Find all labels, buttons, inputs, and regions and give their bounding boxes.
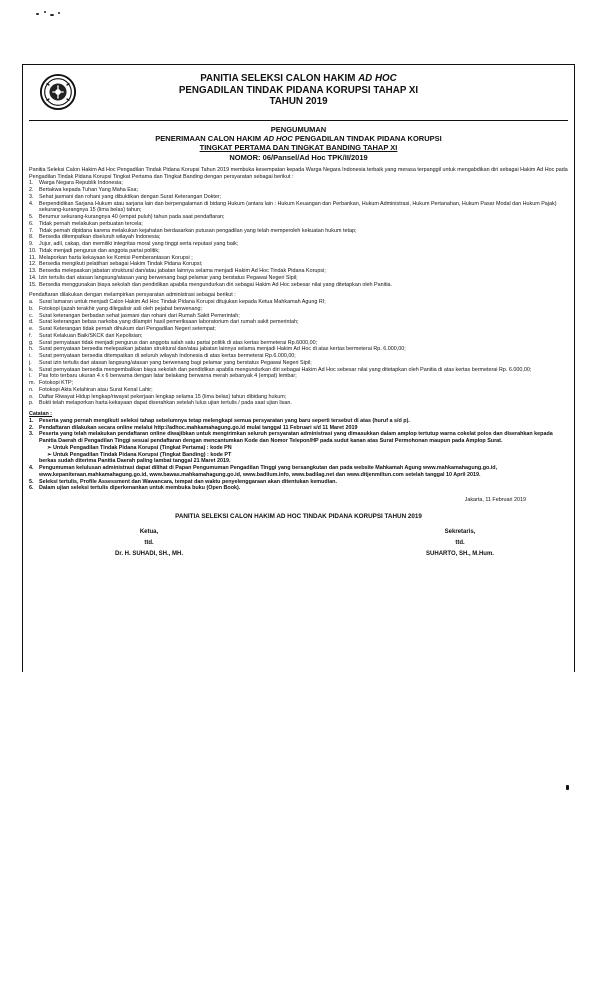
admin-item-text: Surat keterangan bebas narkoba yang dilampiri hasil pemeriksaan laboratorium dari rumah sakit pemerintah; (39, 319, 299, 326)
announcement-subtitle: TINGKAT PERTAMA DAN TINGKAT BANDING TAHAP XI (199, 143, 398, 153)
document-body (29, 167, 568, 560)
admin-item-text: Surat pernyataan bersedia ditempatkan di seluruh wilayah Indonesia di atas kertas bermeterai Rp.6.000,00; (39, 353, 296, 360)
note-item-text: Pendaftaran dilakukan secara online melalui http://adhoc.mahkamahagung.go.id mulai tanggal 11 Februari s/d 11 Maret 2019 (39, 424, 358, 431)
signer-ttd: ttd. (455, 539, 465, 546)
admin-item-text: Surat pernyataan bersedia melepaskan jabatan struktural dan/atau jabatan lainnya selama menjadi Hakim Ad Hoc di atas kertas bermeterai Rp. 6.000,00; (39, 346, 406, 353)
admin-item (29, 387, 568, 394)
header-line1: PANITIA SELEKSI CALON HAKIM (200, 73, 356, 84)
code-item: ➢ Untuk Pengadilan Tindak Pidana Korupsi (Tingkat Banding) : kode PT (47, 451, 232, 458)
codes-after: berkas sudah diterima Panitia Daerah paling lambat tanggal 21 Maret 2019. (39, 458, 231, 465)
requirement-item (29, 275, 568, 282)
admin-item-text: Surat Kelakuan Baik/SKCK dari Kepolisian; (39, 332, 143, 339)
requirement-item (29, 234, 568, 241)
note-item-text: Peserta yang pernah mengikuti seleksi tahap sebelumnya tetap melengkapi semua persyaratan yang baru seperti tersebut di atas (huruf a s/d p). (39, 417, 410, 424)
announcement-number: NOMOR: 06/Pansel/Ad Hoc TPK/II/2019 (229, 152, 368, 162)
admin-item-number: f. (29, 332, 32, 339)
admin-item-number: i. (29, 353, 32, 360)
note-item-number: 5. (29, 478, 34, 485)
admin-item (29, 340, 568, 347)
requirement-item (29, 282, 568, 289)
admin-item (29, 380, 568, 387)
note-item-text: Pengumuman kelulusan administrasi dapat dilihat di Papan Pengumuman Pengadilan Tinggi yang bersangkutan dan pada website Mahkamah Agung www.mahkamahagung.go.id, www.kepaniteraan.mahkamahagung.go.id, www.bawas.mahkamahagung.go.id, www.badilum.info, www.badilag.net dan www.ditjenmiltun.com setelah tanggal 10 April 2019. (39, 465, 498, 478)
admin-item (29, 373, 568, 380)
admin-item-number: p. (29, 400, 34, 407)
note-item-text: Dalam ujian seleksi tertulis diperkenankan untuk membuka buku (Open Book). (39, 485, 241, 492)
requirement-item (29, 180, 568, 187)
announcement-title-italic: AD HOC (263, 134, 293, 144)
requirement-item-number: 5. (29, 214, 34, 221)
admin-item (29, 400, 568, 407)
requirement-item-text: Bersedia menggunakan biaya sekolah dan pendidikan apabila mengundurkan diri sebagai Hakim Ad Hoc sebesar nilai yang ditetapkan oleh Panitia. (39, 281, 393, 288)
admin-item (29, 333, 568, 340)
admin-item-text: Fotokopi ijazah terakhir yang dilegalisir asli oleh pejabat berwenang; (39, 305, 203, 312)
announcement-heading (29, 125, 568, 162)
intro-paragraph: Panitia Seleksi Calon Hakim Ad Hoc Pengadilan Tindak Pidana Korupsi Tahun 2019 membuka kesempatan kepada Warga Negara Indonesia terbaik yang merasa terpanggil untuk mengabdikan diri sebagai Hakim Ad Hoc pada Pengadilan Tindak Pidana Korupsi Tingkat Pertama dan Tingkat Banding dengan persyaratan sebagai berikut : (29, 166, 568, 180)
requirement-item-text: Bersedia mengikuti pelatihan sebagai Hakim Tindak Pidana Korupsi; (39, 261, 203, 268)
document-date: Jakarta, 11 Februari 2019 (464, 497, 526, 504)
admin-item-number: o. (29, 393, 34, 400)
requirement-item (29, 261, 568, 268)
admin-item-text: Surat lamaran untuk menjadi Calon Hakim Ad Hoc Tindak Pidana Korupsi ditujukan kepada Ketua Mahkamah Agung RI; (39, 299, 326, 306)
admin-item (29, 319, 568, 326)
note-item-number: 1. (29, 417, 34, 424)
signer-role: Ketua, (139, 528, 159, 535)
requirement-item-number: 10. (29, 247, 37, 254)
requirement-item-number: 11. (29, 254, 37, 261)
admin-item-text: Surat Keterangan tidak pernah dihukum dari Pengadilan Negeri setempat; (39, 326, 216, 333)
announcement-title: PENERIMAAN CALON HAKIM (155, 134, 262, 144)
signer-secretary (380, 527, 540, 560)
admin-item-number: k. (29, 366, 34, 373)
note-item-text: Peserta yang telah melakukan pendaftaran online diwajibkan untuk mengirimkan seluruh persyaratan administrasi yang dimasukkan dalam amplop tertutup warna cokelat polos dan diserahkan kepada Panitia Daerah di Pengadilan Tinggi sesuai pendaftaran dengan mencantumkan Kode dan Nomor Telepon/HP pada sudut kanan atas Surat Permohonan maupun pada Amplop Surat. (39, 431, 553, 445)
note-item-number: 3. (29, 431, 34, 438)
requirement-item-text: Berpendidikan Sarjana Hukum atau sarjana lain dan berpengalaman di bidang Hukum (antara lain : Hukum Keuangan dan Perbankan, Hukum Administrasi, Hukum Pertanahan, Hukum Pasar Modal dan Hukum Pajak) sekurang-kurangnya 15 (lima belas) tahun; (39, 200, 557, 214)
announcement-title-suffix: PENGADILAN TINDAK PIDANA KORUPSI (294, 134, 442, 144)
requirement-item (29, 214, 568, 221)
note-item (29, 485, 568, 492)
admin-item (29, 360, 568, 367)
requirement-item-text: Jujur, adil, cakap, dan memiliki integritas moral yang tinggi serta reputasi yang baik; (39, 241, 239, 248)
signer-name: Dr. H. SUHADI, SH., MH. (114, 550, 183, 557)
signer-ttd: ttd. (144, 539, 154, 546)
admin-item (29, 346, 568, 353)
admin-item-text: Bukti telah melaporkan harta kekayaan dapat diserahkan setelah lulus ujian tertulis / pada saat ujian lisan. (39, 400, 292, 407)
notes-list (29, 418, 568, 445)
document-header (29, 65, 568, 121)
requirement-item-text: Tidak pernah melakukan perbuatan tercela; (39, 220, 143, 227)
requirement-item-number: 7. (29, 227, 34, 234)
admin-item-number: n. (29, 386, 34, 393)
requirement-item-text: Bertakwa kepada Tuhan Yang Maha Esa; (39, 187, 138, 194)
requirement-item-number: 12. (29, 261, 37, 268)
admin-item-text: Pas foto terbaru ukuran 4 x 6 berwarna dengan latar belakang berwarna merah sebanyak 4 (empat) lembar; (39, 373, 297, 380)
admin-item (29, 313, 568, 320)
note-item (29, 418, 568, 425)
requirement-item-number: 9. (29, 241, 34, 248)
requirement-item (29, 248, 568, 255)
admin-item-number: g. (29, 339, 34, 346)
header-line3: TAHUN 2019 (269, 96, 328, 107)
header-title (29, 73, 568, 108)
admin-item-number: a. (29, 299, 34, 306)
requirement-item-text: Bersedia melepaskan jabatan struktural dan/atau jabatan lainnya selama menjadi Hakim Ad Hoc Tindak Pidana Korupsi; (39, 268, 326, 275)
requirements-list (29, 180, 568, 288)
admin-item-text: Fotokopi KTP; (39, 380, 74, 387)
note-item (29, 479, 568, 486)
requirement-item (29, 187, 568, 194)
note-item-number: 4. (29, 465, 34, 472)
requirement-item-text: Tidak menjadi pengurus dan anggota partai politik; (39, 247, 160, 254)
admin-item-text: Fotokopi Akta Kelahiran atau Surat Kenal Lahir; (39, 386, 153, 393)
requirement-item-text: Berumur sekurang-kurangnya 40 (empat puluh) tahun pada saat pendaftaran; (39, 214, 225, 221)
requirement-item-text: Sehat jasmani dan rohani yang dibuktikan dengan Surat Keterangan Dokter; (39, 193, 222, 200)
requirement-item-number: 3. (29, 193, 34, 200)
admin-item-number: m. (29, 380, 35, 387)
requirement-item-number: 4. (29, 200, 34, 207)
admin-item-text: Surat izin tertulis dari atasan langsung/atasan yang berwenang bagi pelamar yang berstatus Pegawai Negeri Sipil; (39, 359, 312, 366)
requirement-item-text: Tidak pernah dipidana karena melakukan kejahatan berdasarkan putusan pengadilan yang telah memperoleh kekuatan hukum tetap; (39, 227, 357, 234)
requirement-item (29, 194, 568, 201)
admin-item-text: Daftar Riwayat Hidup lengkap/riwayat pekerjaan lengkap selama 15 (lima belas) tahun dibidang hukum; (39, 393, 287, 400)
announcement-label: PENGUMUMAN (270, 125, 327, 134)
requirement-item-text: Warga Negara Republik Indonesia; (39, 180, 123, 187)
notes-label: Catatan : (29, 411, 53, 418)
signer-chair (69, 527, 229, 560)
signature-title: PANITIA SELEKSI CALON HAKIM AD HOC TINDAK PIDANA KORUPSI TAHUN 2019 (175, 512, 422, 520)
requirement-item (29, 221, 568, 228)
admin-item-number: c. (29, 312, 34, 319)
scan-specks (36, 10, 76, 20)
requirement-item-text: Izin tertulis dari atasan langsung/atasan yang berwenang bagi pelamar yang berstatus Pegawai Negeri Sipil; (39, 274, 298, 281)
note-item-number: 6. (29, 485, 34, 492)
admin-requirements-list (29, 299, 568, 407)
note-item (29, 425, 568, 432)
admin-item-number: d. (29, 319, 34, 326)
requirement-item-number: 14. (29, 274, 37, 281)
requirement-item-number: 6. (29, 220, 34, 227)
requirement-item-number: 1. (29, 180, 34, 187)
admin-intro: Pendaftaran dilakukan dengan melampirkan persyaratan administrasi sebagai berikut : (29, 292, 236, 299)
requirement-item-text: Melaporkan harta kekayaan ke Komisi Pemberantasan Korupsi ; (39, 254, 193, 261)
requirement-item-number: 2. (29, 187, 34, 194)
admin-item-number: b. (29, 305, 34, 312)
scan-mark (566, 785, 569, 790)
announcement-document (22, 64, 575, 672)
requirement-item (29, 268, 568, 275)
admin-item-text: Surat keterangan berbadan sehat jasmani dan rohani dari Rumah Sakit Pemerintah; (39, 312, 240, 319)
admin-item (29, 367, 568, 374)
notes-list-continued (29, 465, 568, 492)
admin-item (29, 353, 568, 360)
requirement-item-number: 8. (29, 234, 34, 241)
code-list (29, 445, 568, 459)
note-item (29, 431, 568, 445)
admin-item-number: h. (29, 346, 34, 353)
requirement-item (29, 241, 568, 248)
header-line2: PENGADILAN TINDAK PIDANA KORUPSI TAHAP XI (178, 84, 419, 96)
signer-name: SUHARTO, SH., M.Hum. (426, 550, 494, 557)
admin-item (29, 394, 568, 401)
signer-role: Sekretaris, (444, 528, 476, 535)
admin-item (29, 326, 568, 333)
code-item: ➢ Untuk Pengadilan Tindak Pidana Korupsi (Tingkat Pertama) : kode PN (47, 444, 232, 451)
admin-item-text: Surat pernyataan bersedia mengembalikan biaya sekolah dan pendidikan apabila mengundurkan diri sebagai Hakim Ad Hoc sebesar nilai yang ditetapkan oleh Panitia di atas kertas bermeterai Rp. 6.000,00; (39, 366, 532, 373)
note-item-text: Seleksi tertulis, Profile Assessment dan Wawancara, tempat dan waktu penyelenggaraan akan ditentukan kemudian. (39, 478, 337, 485)
note-item-number: 2. (29, 424, 34, 431)
admin-item-number: e. (29, 326, 34, 333)
signature-block (29, 527, 568, 560)
requirement-item (29, 201, 568, 215)
admin-item-text: Surat pernyataan tidak menjadi pengurus dan anggota salah satu partai politik di atas kertas bermeterai Rp.6000,00; (39, 339, 318, 346)
requirement-item-number: 13. (29, 268, 37, 275)
header-line1-italic: AD HOC (358, 73, 397, 84)
requirement-item (29, 228, 568, 235)
admin-item-number: l. (29, 373, 32, 380)
note-item (29, 465, 568, 479)
admin-item (29, 299, 568, 306)
requirement-item-number: 15. (29, 281, 37, 288)
requirement-item (29, 255, 568, 262)
requirement-item-text: Bersedia ditempatkan diseluruh wilayah Indonesia; (39, 234, 161, 241)
admin-item (29, 306, 568, 313)
admin-item-number: j. (29, 359, 32, 366)
